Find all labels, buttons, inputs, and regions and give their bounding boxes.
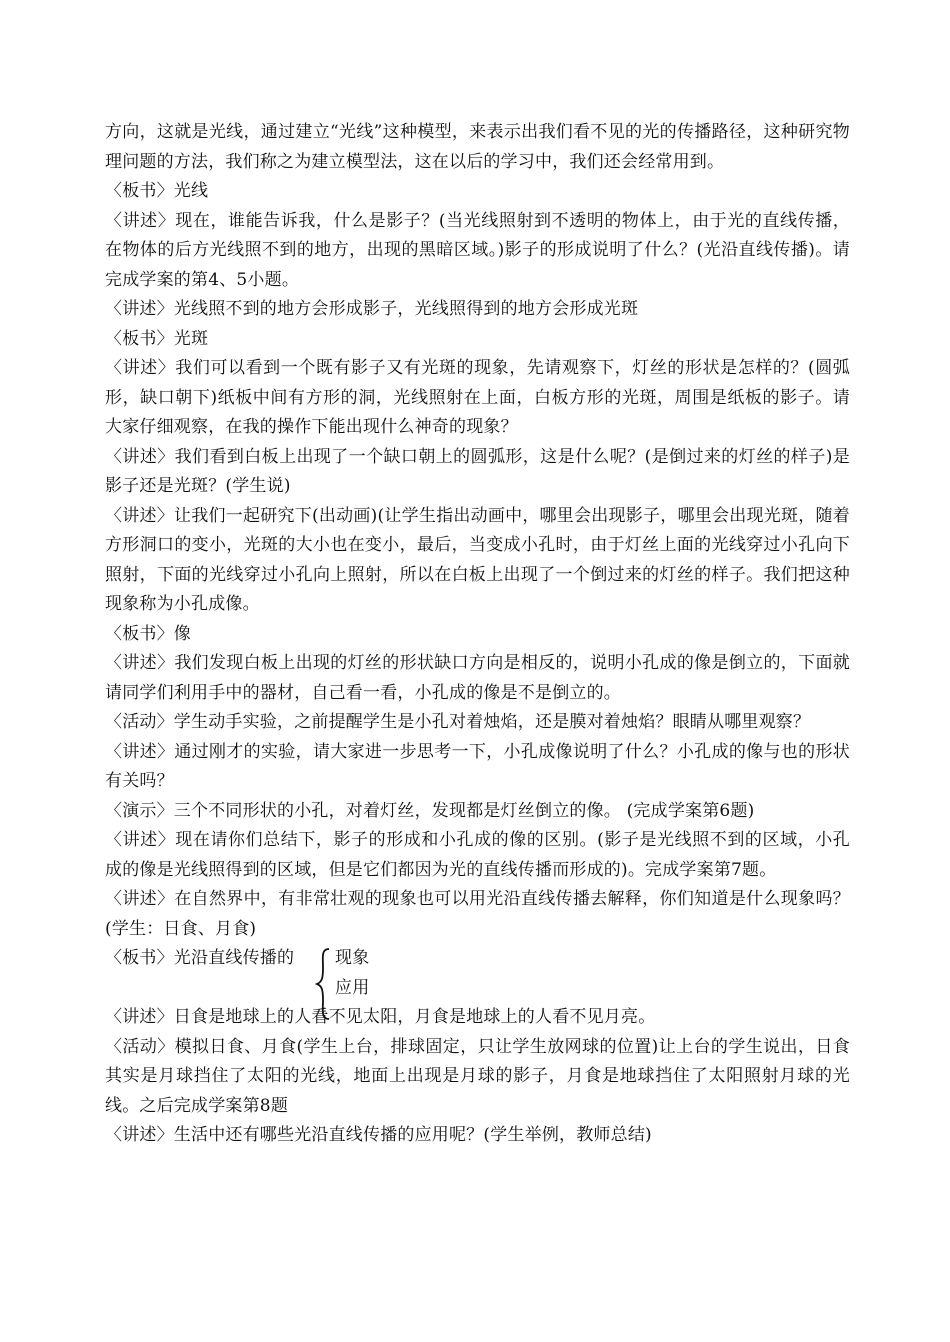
- narration-arc-question: 〈讲述〉我们看到白板上出现了一个缺口朝上的圆弧形，这是什么呢？(是倒过来的灯丝的样子)是影子还是光斑？(学生说): [105, 446, 850, 496]
- board-note-image: 〈板书〉像: [105, 623, 191, 644]
- board-note-light-ray: 〈板书〉光线: [105, 181, 209, 201]
- activity-experiment: 〈活动〉学生动手实验，之前提醒学生是小孔对着烛焰，还是膜对着烛焰？眼睛从哪里观察？: [105, 712, 811, 732]
- narration-applications: 〈讲述〉生活中还有哪些光沿直线传播的应用呢？(学生举例，教师总结): [105, 1125, 652, 1145]
- board-note-light-spot: 〈板书〉光斑: [105, 328, 209, 349]
- narration-shadow: 〈讲述〉现在，谁能告诉我，什么是影子？(当光线照射到不透明的物体上，由于光的直线传播，在物体的后方光线照不到的地方，出现的黑暗区域。)影子的形成说明了什么？(光沿直线传播)。请完成学案的第4、5小题。: [105, 210, 850, 290]
- curly-brace-icon: [315, 948, 331, 1020]
- demo-three-holes: 〈演示〉三个不同形状的小孔，对着灯丝，发现都是灯丝倒立的像。 (完成学案第6题): [105, 800, 755, 821]
- board-note-propagation: [105, 944, 850, 1003]
- board-note-propagation-label: 〈板书〉光沿直线传播的: [105, 948, 295, 968]
- narration-inverted-image: 〈讲述〉我们发现白板上出现的灯丝的形状缺口方向是相反的，说明小孔成的像是倒立的，下面就请同学们利用手中的器材，自己看一看，小孔成的像是不是倒立的。: [105, 653, 850, 703]
- narration-shadow-light-spot: 〈讲述〉光线照不到的地方会形成影子，光线照得到的地方会形成光斑: [105, 299, 639, 319]
- narration-think: 〈讲述〉通过刚才的实验，请大家进一步思考一下，小孔成像说明了什么？小孔成的像与也的形状有关吗？: [105, 741, 850, 791]
- lesson-text: [105, 118, 850, 1151]
- activity-eclipse-simulation: 〈活动〉模拟日食、月食(学生上台，排球固定，只让学生放网球的位置)让上台的学生说出，日食其实是月球挡住了太阳的光线，地面上出现是月球的影子，月食是地球挡住了太阳照射月球的光线。之后完成学案第8题: [105, 1036, 850, 1116]
- narration-eclipse: 〈讲述〉日食是地球上的人看不见太阳，月食是地球上的人看不见月亮。: [105, 1007, 656, 1027]
- brace-item-application: 应用: [335, 977, 370, 998]
- brace-item-phenomenon: 现象: [335, 948, 370, 968]
- narration-animation: 〈讲述〉让我们一起研究下(出动画)(让学生指出动画中，哪里会出现影子，哪里会出现光斑，随着方形洞口的变小，光斑的大小也在变小，最后，当变成小孔时，由于灯丝上面的光线穿过小孔向下照射，下面的光线穿过小孔向上照射，所以在白板上出现了一个倒过来的灯丝的样子。我们把这种现象称为小孔成像。: [105, 505, 850, 614]
- paragraph-model-method: 方向，这就是光线，通过建立“光线”这种模型，来表示出我们看不见的光的传播路径，这种研究物理问题的方法，我们称之为建立模型法，这在以后的学习中，我们还会经常用到。: [105, 122, 850, 172]
- narration-nature: 〈讲述〉在自然界中，有非常壮观的现象也可以用光沿直线传播去解释，你们知道是什么现象吗？(学生：日食、月食): [105, 889, 850, 939]
- narration-filament-shape: 〈讲述〉我们可以看到一个既有影子又有光斑的现象，先请观察下，灯丝的形状是怎样的？(圆弧形，缺口朝下)纸板中间有方形的洞，光线照射在上面，白板方形的光斑，周围是纸板的影子。请大家仔细观察，在我的操作下能出现什么神奇的现象？: [105, 358, 850, 437]
- narration-summary: 〈讲述〉现在请你们总结下，影子的形成和小孔成的像的区别。(影子是光线照不到的区域，小孔成的像是光线照得到的区域，但是它们都因为光的直线传播而形成的)。完成学案第7题。: [105, 830, 850, 880]
